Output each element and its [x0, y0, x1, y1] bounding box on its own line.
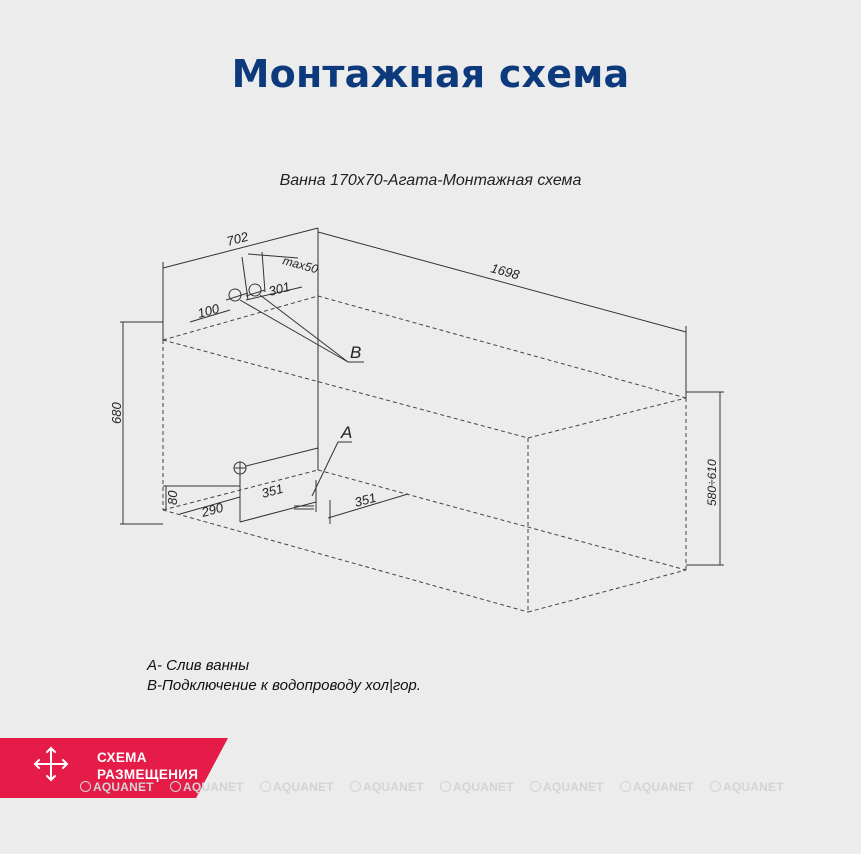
- watermark-logo-icon: [530, 781, 541, 792]
- dim-1698-label: 1698: [489, 260, 522, 283]
- watermark-logo-icon: [440, 781, 451, 792]
- watermark: AQUANET: [530, 780, 604, 794]
- dim-1698: [318, 232, 686, 332]
- dim-702-label: 702: [224, 228, 250, 249]
- dim-351b-label: 351: [352, 489, 378, 510]
- dim-80-label: 80: [165, 490, 180, 505]
- move-arrows-icon: [32, 745, 70, 783]
- legend: [147, 656, 421, 696]
- label-b: B: [350, 343, 362, 362]
- watermark: AQUANET: [260, 780, 334, 794]
- dim-351-left: [240, 502, 316, 522]
- dim-680-label: 680: [109, 402, 124, 424]
- watermark: AQUANET: [170, 780, 244, 794]
- leader-b: [240, 300, 348, 362]
- page-title: Монтажная схема: [231, 52, 630, 96]
- drawing-subtitle: Ванна 170х70-Агата-Монтажная схема: [279, 172, 582, 189]
- dim-301-label: 301: [266, 278, 292, 299]
- watermark: AQUANET: [440, 780, 514, 794]
- watermark-logo-icon: [620, 781, 631, 792]
- watermark: AQUANET: [80, 780, 154, 794]
- dim-max50-label: max50: [281, 253, 320, 277]
- badge-line-2: РАЗМЕЩЕНИЯ: [97, 767, 199, 782]
- watermark-logo-icon: [260, 781, 271, 792]
- label-a: A: [341, 423, 353, 442]
- dim-100-label: 100: [195, 300, 221, 321]
- watermark: AQUANET: [350, 780, 424, 794]
- watermark-logo-icon: [170, 781, 181, 792]
- bathtub-outline: [163, 296, 686, 612]
- watermark-logo-icon: [80, 781, 91, 792]
- watermark: AQUANET: [620, 780, 694, 794]
- watermark: AQUANET: [710, 780, 784, 794]
- watermark-logo-icon: [350, 781, 361, 792]
- watermark-logo-icon: [710, 781, 721, 792]
- badge-line-1: СХЕМА: [97, 750, 147, 765]
- dim-290-label: 290: [199, 499, 225, 520]
- dim-580-610-label: 580÷610: [705, 459, 719, 506]
- badge-text: [97, 749, 198, 783]
- dim-351a-label: 351: [259, 480, 285, 501]
- legend-item-a: А- Слив ванны: [147, 657, 250, 674]
- legend-item-b: В-Подключение к водопроводу хол|гор.: [147, 677, 421, 694]
